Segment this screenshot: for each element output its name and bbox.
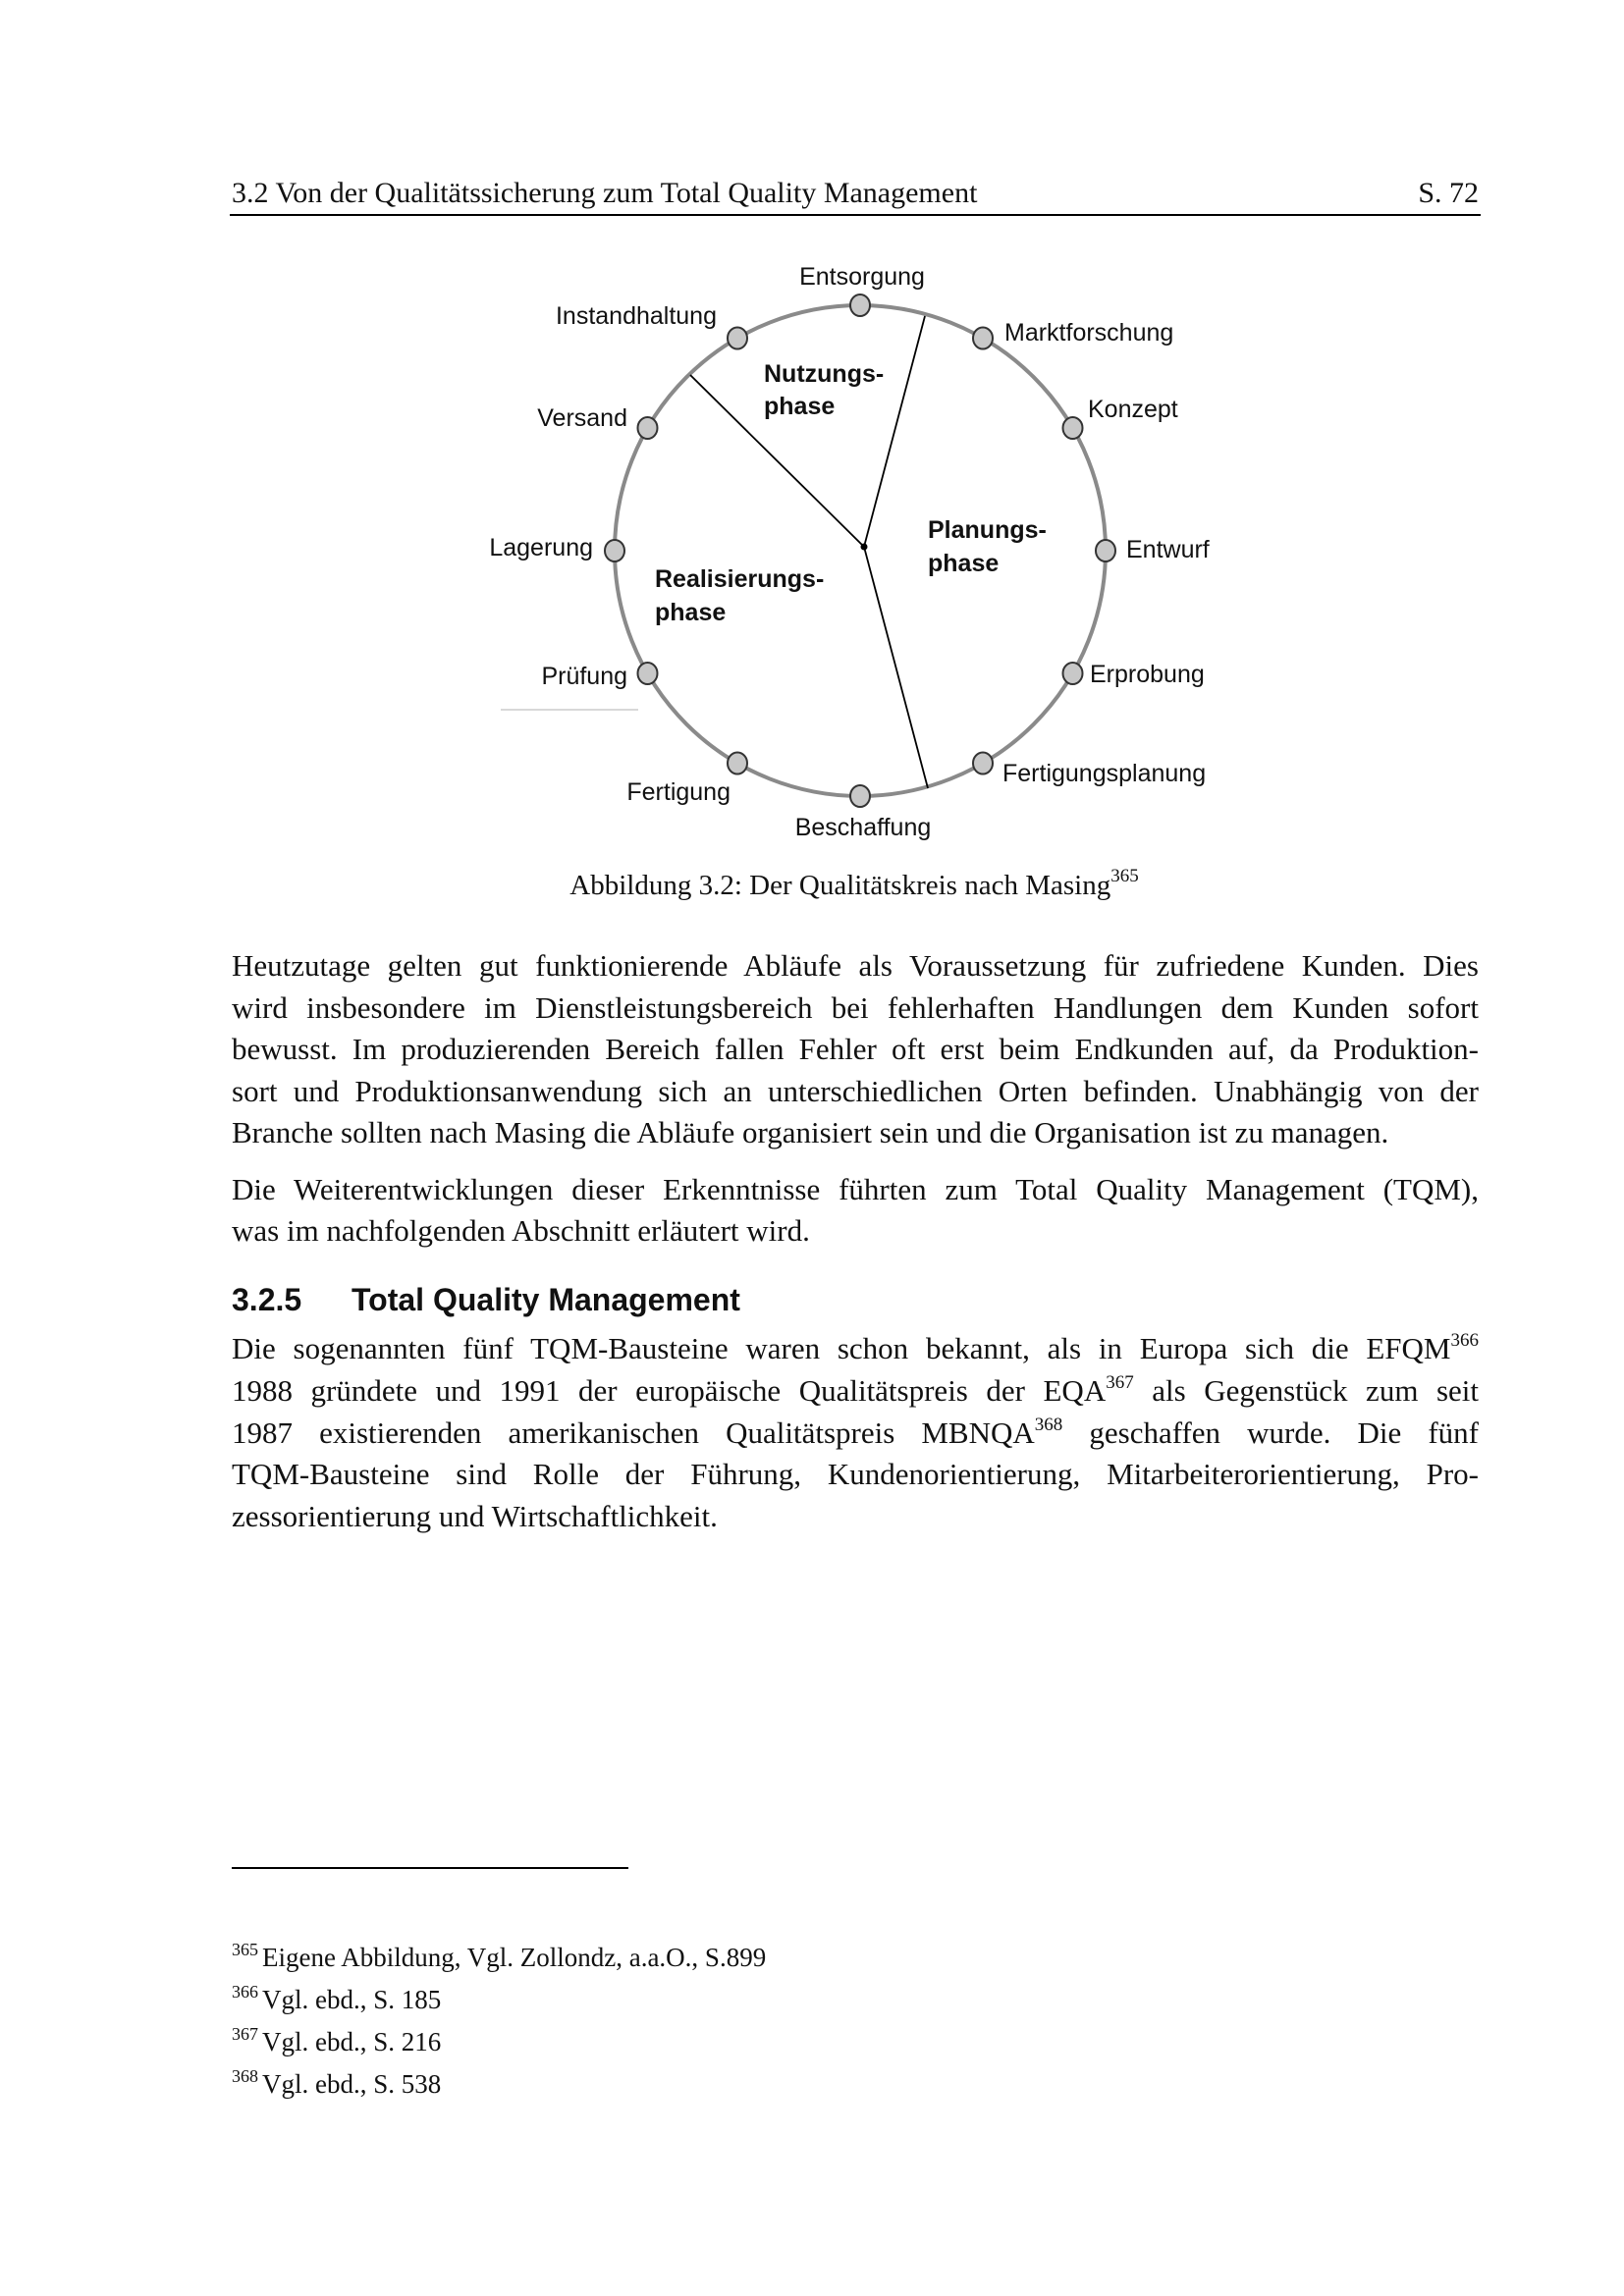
paragraph-1-line xyxy=(232,989,1479,1027)
footnote-ref[interactable]: 367 xyxy=(1106,1371,1134,1393)
label-versand: Versand xyxy=(537,404,627,432)
node-erprobung xyxy=(1063,663,1083,684)
node-marktforschung xyxy=(973,327,993,348)
footnote xyxy=(232,2066,442,2100)
node-konzept xyxy=(1063,417,1083,439)
text-segment: Branche sollten nach Masing die Abläufe organisiert sein und die Organisation ist zu managen. xyxy=(232,1115,1389,1149)
node-entwurf xyxy=(1096,540,1115,561)
footnote-number: 367 xyxy=(232,2024,258,2044)
text-segment: 1987 existierenden amerikanischen Qualitätspreis MBNQA xyxy=(232,1415,1035,1450)
phase-label-planung: Planungs- xyxy=(928,516,1047,544)
footnote-text: Eigene Abbildung, Vgl. Zollondz, a.a.O., S.899 xyxy=(262,1943,767,1972)
text-segment: 1988 gründete und 1991 der europäische Qualitätspreis der EQA xyxy=(232,1372,1107,1408)
phase-divider-planung-realisierung xyxy=(864,547,928,788)
label-beschaffung: Beschaffung xyxy=(794,814,932,841)
text-segment: geschaffen wurde. Die fünf xyxy=(1062,1415,1479,1450)
section-title: Total Quality Management xyxy=(352,1282,740,1317)
footnote-text: Vgl. ebd., S. 216 xyxy=(262,2027,442,2056)
text-segment: sort und Produktionsanwendung sich an unterschiedlichen Orten befinden. Unabhängig von der xyxy=(232,1073,1479,1108)
label-marktforschung: Marktforschung xyxy=(1004,319,1174,347)
section-number: 3.2.5 xyxy=(232,1282,302,1317)
phase-label-realisierung: Realisierungs- xyxy=(655,565,825,593)
text-segment: als Gegenstück zum seit xyxy=(1133,1372,1479,1408)
center-point xyxy=(861,544,868,551)
footnote xyxy=(232,2024,442,2057)
footnote xyxy=(232,1982,442,2015)
caption-text: Abbildung 3.2: Der Qualitätskreis nach Masing xyxy=(569,870,1111,901)
footnote-number: 368 xyxy=(232,2066,258,2086)
label-entwurf: Entwurf xyxy=(1126,536,1210,563)
node-beschaffung xyxy=(850,785,870,807)
paragraph-3-line xyxy=(232,1372,1479,1415)
section-heading xyxy=(232,1282,740,1318)
paragraph-1-line xyxy=(232,947,1479,985)
node-entsorgung xyxy=(850,294,870,316)
caption-footnote-ref[interactable]: 365 xyxy=(1110,866,1139,886)
paragraph-3-line xyxy=(232,1498,1479,1535)
paragraph-1-line xyxy=(232,1073,1479,1110)
text-segment: bewusst. Im produzierenden Bereich fallen Fehler oft erst beim Endkunden auf, da Produktion- xyxy=(232,1032,1479,1066)
node-prüfung xyxy=(637,663,657,684)
text-segment: Die sogenannten fünf TQM-Bausteine waren schon bekannt, als in Europa sich die EFQM xyxy=(232,1331,1451,1365)
label-instandhaltung: Instandhaltung xyxy=(555,302,717,330)
quality-circle-diagram xyxy=(0,0,1624,942)
page-number: S. 72 xyxy=(1418,177,1479,209)
text-segment: Die Weiterentwicklungen dieser Erkenntnisse führten zum Total Quality Management (TQM), xyxy=(232,1172,1479,1206)
node-instandhaltung xyxy=(728,327,747,348)
footnote-text: Vgl. ebd., S. 185 xyxy=(262,1985,442,2014)
paragraph-1-line xyxy=(232,1031,1479,1068)
figure-caption xyxy=(0,866,1624,902)
footnote-ref[interactable]: 368 xyxy=(1034,1414,1063,1435)
text-segment: was im nachfolgenden Abschnitt erläutert wird. xyxy=(232,1213,810,1248)
text-segment: zessorientierung und Wirtschaftlichkeit. xyxy=(232,1499,718,1533)
phase-label-nutzung: Nutzungs- xyxy=(764,360,885,388)
label-lagerung: Lagerung xyxy=(489,534,593,561)
text-segment: Heutzutage gelten gut funktionierende Abläufe als Voraussetzung für zufriedene Kunden. Dies xyxy=(232,948,1479,983)
label-entsorgung: Entsorgung xyxy=(799,263,925,291)
node-fertigung xyxy=(728,753,747,774)
footnote xyxy=(232,1940,767,1973)
text-segment: TQM-Bausteine sind Rolle der Führung, Kundenorientierung, Mitarbeiterorientierung, Pro- xyxy=(232,1457,1479,1492)
paragraph-2-line xyxy=(232,1171,1479,1208)
footnote-number: 365 xyxy=(232,1940,258,1959)
phase-divider-nutzung-planung xyxy=(864,316,925,547)
node-versand xyxy=(637,417,657,439)
label-konzept: Konzept xyxy=(1088,396,1178,423)
label-erprobung: Erprobung xyxy=(1090,661,1205,688)
paragraph-3-line xyxy=(232,1456,1479,1493)
footnote-number: 366 xyxy=(232,1982,258,2002)
label-fertigungsplanung: Fertigungsplanung xyxy=(1002,760,1207,787)
paragraph-3-line xyxy=(232,1415,1479,1457)
phase-label-planung: phase xyxy=(928,550,1000,577)
label-fertigung: Fertigung xyxy=(626,778,731,806)
node-lagerung xyxy=(605,540,624,561)
footnote-rule xyxy=(232,1867,628,1869)
phase-label-nutzung: phase xyxy=(764,393,836,420)
paragraph-2-line xyxy=(232,1212,1479,1250)
footnote-ref[interactable]: 366 xyxy=(1450,1330,1479,1351)
label-pruefung: Prüfung xyxy=(541,663,627,690)
paragraph-1-line xyxy=(232,1114,1479,1151)
running-header-title: 3.2 Von der Qualitätssicherung zum Total Quality Management xyxy=(232,177,978,209)
text-segment: wird insbesondere im Dienstleistungsbereich bei fehlerhaften Handlungen dem Kunden sofort xyxy=(232,989,1479,1025)
paragraph-3-line xyxy=(232,1330,1479,1372)
footnote-text: Vgl. ebd., S. 538 xyxy=(262,2069,442,2099)
phase-label-realisierung: phase xyxy=(655,599,727,626)
node-fertigungsplanung xyxy=(973,753,993,774)
